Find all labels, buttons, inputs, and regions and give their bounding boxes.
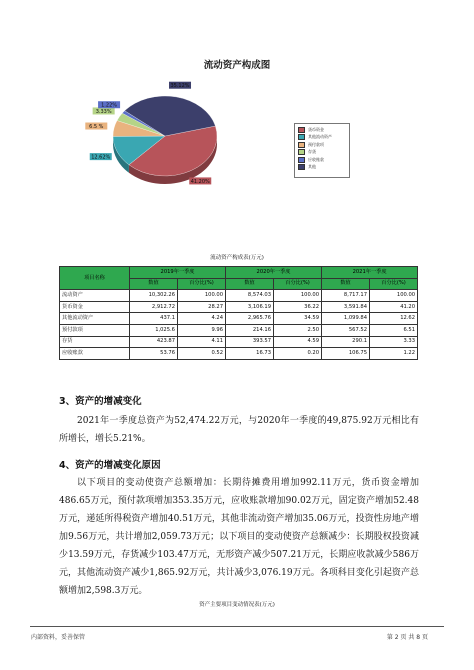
- table-cell: 437.1: [130, 313, 178, 325]
- pie-slice-label: 35.12%: [170, 83, 190, 90]
- section4-heading: 4、资产的增减变化原因: [59, 460, 161, 471]
- row-label: 应收账款: [60, 348, 130, 360]
- table-cell: 1,099.84: [322, 313, 370, 325]
- legend-entry: [298, 156, 349, 164]
- table-cell: 106.75: [322, 348, 370, 360]
- table-cell: 0.20: [274, 348, 322, 360]
- table-cell: 8,574.03: [226, 290, 274, 302]
- table-title: 流动资产构成表(万元): [210, 255, 264, 261]
- table-cell: 3.33: [370, 336, 418, 348]
- section3-paragraph: 2021年一季度总资产为52,474.22万元，与2020年一季度的49,875.92万元相比有所增长，增长5.21%。: [59, 416, 419, 444]
- table-cell: 3,591.84: [322, 301, 370, 313]
- subheader: 百分比(%): [274, 278, 322, 290]
- legend-entry: [298, 164, 349, 172]
- table-cell: 8,717.17: [322, 290, 370, 302]
- header-item: 项目名称: [60, 267, 130, 290]
- legend-entry: [298, 126, 349, 134]
- table-cell: 100.00: [178, 290, 226, 302]
- table-cell: 34.59: [274, 313, 322, 325]
- legend-swatch: [298, 142, 305, 148]
- header-group: 2021年一季度: [322, 267, 418, 279]
- pie-slice-label: 1.22%: [101, 102, 118, 109]
- subheader: 数值: [226, 278, 274, 290]
- row-label: 流动资产: [60, 290, 130, 302]
- next-table-title: 资产主要项目变动情况表(万元): [199, 602, 275, 608]
- header-group: 2020年一季度: [226, 267, 322, 279]
- table-cell: 2,965.76: [226, 313, 274, 325]
- table-row: [60, 313, 418, 325]
- legend-label: 存货: [308, 149, 316, 155]
- table-cell: 2,912.72: [130, 301, 178, 313]
- table-cell: 4.11: [178, 336, 226, 348]
- legend-swatch: [298, 149, 305, 155]
- legend-label: 应收账款: [308, 156, 324, 162]
- chart-title: 流动资产构成图: [203, 60, 271, 71]
- section3-heading: 3、资产的增减变化: [59, 396, 142, 407]
- legend-label: 预付款项: [308, 141, 324, 147]
- table-cell: 36.22: [274, 301, 322, 313]
- table-cell: 3,106.19: [226, 301, 274, 313]
- subheader: 数值: [130, 278, 178, 290]
- current-assets-table: [59, 266, 418, 360]
- table-cell: 10,302.26: [130, 290, 178, 302]
- legend-swatch: [298, 157, 305, 163]
- table-cell: 1.22: [370, 348, 418, 360]
- pie-chart: [0, 0, 474, 250]
- legend-entry: [298, 141, 349, 149]
- row-label: 存货: [60, 336, 130, 348]
- table-row: [60, 301, 418, 313]
- table-cell: 100.00: [370, 290, 418, 302]
- table-cell: 393.57: [226, 336, 274, 348]
- legend-swatch: [298, 164, 305, 170]
- table-row: [60, 324, 418, 336]
- legend-swatch: [298, 127, 305, 133]
- table-cell: 290.1: [322, 336, 370, 348]
- table-cell: 0.52: [178, 348, 226, 360]
- table-row: [60, 336, 418, 348]
- table-cell: 53.76: [130, 348, 178, 360]
- pie-slice-label: 12.62%: [91, 154, 111, 161]
- table-cell: 567.52: [322, 324, 370, 336]
- table-cell: 423.87: [130, 336, 178, 348]
- row-label: 其他流动资产: [60, 313, 130, 325]
- subheader: 数值: [322, 278, 370, 290]
- table-row: [60, 290, 418, 302]
- legend-label: 其他: [308, 164, 316, 170]
- legend-entry: [298, 149, 349, 157]
- table-cell: 41.20: [370, 301, 418, 313]
- chart-legend: [294, 123, 350, 178]
- pie-slice-label: 6.5 %: [89, 124, 104, 131]
- row-label: 货币资金: [60, 301, 130, 313]
- table-cell: 28.27: [178, 301, 226, 313]
- table-cell: 214.16: [226, 324, 274, 336]
- header-group: 2019年一季度: [130, 267, 226, 279]
- table-cell: 12.62: [370, 313, 418, 325]
- table-cell: 16.73: [226, 348, 274, 360]
- legend-label: 其他流动资产: [308, 134, 332, 140]
- table-cell: 4.59: [274, 336, 322, 348]
- pie-slice-label: 41.20%: [190, 178, 210, 185]
- footer-divider: [30, 626, 444, 627]
- row-label: 预付款项: [60, 324, 130, 336]
- footer-page-number: 第 2 页 共 8 页: [386, 634, 428, 641]
- legend-swatch: [298, 134, 305, 140]
- subheader: 百分比(%): [178, 278, 226, 290]
- footer-left: 内部资料，妥善保管: [31, 634, 86, 641]
- table-row: [60, 348, 418, 360]
- legend-label: 货币资金: [308, 126, 324, 132]
- subheader: 百分比(%): [370, 278, 418, 290]
- table-cell: 1,025.6: [130, 324, 178, 336]
- table-cell: 9.96: [178, 324, 226, 336]
- section4-paragraph: 以下项目的变动使资产总额增加：长期待摊费用增加992.11万元，货币资金增加486.65万元，预付款项增加353.35万元，应收账款增加90.02万元，固定资产增加52.48万元，递延所得税资产增加40.51万元，其他非流动资产增加35.06万元，投资性房地产增加9.56万元，共计增加2,059.73万元；以下项目的变动使资产总额减少：长期股权投资减少13.59万元，存货减少103.47万元，无形资产减少507.21万元，长期应收款减少586万元，其他流动资产减少1,865.92万元，共计减少3,076.19万元。各项科目变化引起资产总额增加2,598.3万元。: [59, 478, 419, 596]
- table-cell: 4.24: [178, 313, 226, 325]
- pie-slice-label: 3.33%: [95, 108, 112, 115]
- table-cell: 2.50: [274, 324, 322, 336]
- legend-entry: [298, 134, 349, 142]
- table-cell: 6.51: [370, 324, 418, 336]
- table-cell: 100.00: [274, 290, 322, 302]
